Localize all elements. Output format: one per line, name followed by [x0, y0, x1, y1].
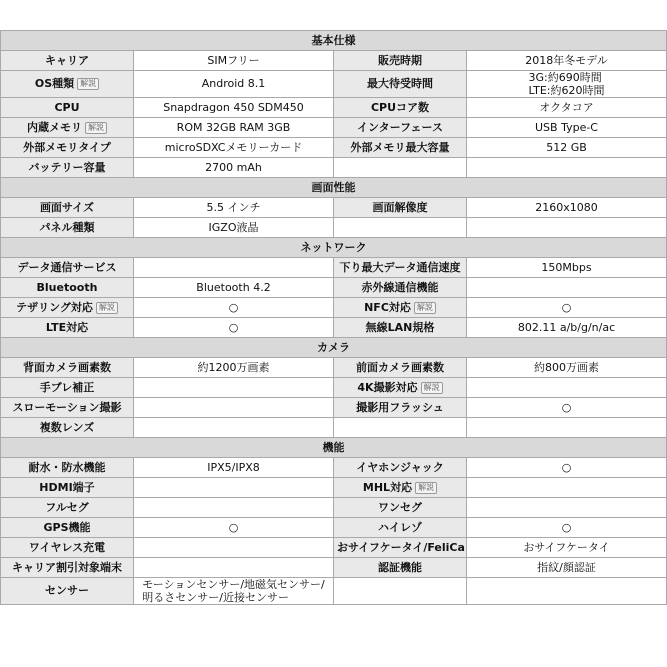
label-front-camera: 前面カメラ画素数 [334, 358, 467, 378]
value-front-camera: 約800万画素 [467, 358, 667, 378]
value-ext-memory-max: 512 GB [467, 138, 667, 158]
value-earphone-jack: ○ [467, 458, 667, 478]
label-rear-camera: 背面カメラ画素数 [1, 358, 134, 378]
label-standby: 最大待受時間 [334, 71, 467, 98]
table-row [1, 138, 667, 158]
empty-cell [334, 578, 467, 605]
label-fullseg: フルセグ [1, 498, 134, 518]
table-row [1, 538, 667, 558]
label-carrier-discount: キャリア割引対象端末 [1, 558, 134, 578]
table-row [1, 158, 667, 178]
label-screen-size: 画面サイズ [1, 198, 134, 218]
table-row [1, 71, 667, 98]
value-standby [467, 71, 667, 98]
value-gps: ○ [134, 518, 334, 538]
table-row [1, 198, 667, 218]
section-row [1, 238, 667, 258]
value-waterproof: IPX5/IPX8 [134, 458, 334, 478]
section-row [1, 438, 667, 458]
value-standby-3g: 3G:約690時間 [528, 71, 602, 84]
table-row [1, 258, 667, 278]
label-authentication: 認証機能 [334, 558, 467, 578]
section-title-network: ネットワーク [1, 238, 667, 258]
value-carrier-discount [134, 558, 334, 578]
value-nfc: ○ [467, 298, 667, 318]
label-tethering-text: テザリング対応 [16, 300, 93, 314]
value-stabilization [134, 378, 334, 398]
explain-badge-mhl[interactable]: 解説 [415, 482, 437, 494]
section-title-features: 機能 [1, 438, 667, 458]
value-sensor-line2: 明るさセンサー/近接センサー [142, 591, 289, 604]
table-row [1, 358, 667, 378]
value-release: 2018年冬モデル [467, 51, 667, 71]
table-row [1, 278, 667, 298]
empty-cell [467, 578, 667, 605]
spec-table-wrapper [0, 30, 666, 605]
table-row [1, 98, 667, 118]
label-multi-lens: 複数レンズ [1, 418, 134, 438]
value-wireless-charging [134, 538, 334, 558]
table-row [1, 498, 667, 518]
label-mhl [334, 478, 467, 498]
label-interface: インターフェース [334, 118, 467, 138]
section-row [1, 178, 667, 198]
label-memory-text: 内蔵メモリ [27, 120, 82, 134]
table-row [1, 118, 667, 138]
label-slow-motion: スローモーション撮影 [1, 398, 134, 418]
empty-cell [467, 218, 667, 238]
table-row [1, 378, 667, 398]
label-memory [1, 118, 134, 138]
value-infrared [467, 278, 667, 298]
table-row [1, 318, 667, 338]
value-standby-lte: LTE:約620時間 [528, 84, 605, 97]
label-panel: パネル種類 [1, 218, 134, 238]
label-cpu-cores: CPUコア数 [334, 98, 467, 118]
label-bluetooth: Bluetooth [1, 278, 134, 298]
table-row [1, 478, 667, 498]
label-cpu: CPU [1, 98, 134, 118]
value-ext-memory: microSDXCメモリーカード [134, 138, 334, 158]
value-oneseg [467, 498, 667, 518]
explain-badge-4k[interactable]: 解説 [421, 382, 443, 394]
label-os-text: OS種類 [34, 77, 75, 90]
label-hdmi: HDMI端子 [1, 478, 134, 498]
spec-table [0, 30, 667, 605]
explain-badge-os[interactable]: 解説 [77, 78, 99, 90]
label-stabilization: 手ブレ補正 [1, 378, 134, 398]
value-download-speed: 150Mbps [467, 258, 667, 278]
label-battery: バッテリー容量 [1, 158, 134, 178]
label-wlan: 無線LAN規格 [334, 318, 467, 338]
table-row [1, 558, 667, 578]
label-waterproof: 耐水・防水機能 [1, 458, 134, 478]
explain-badge-tethering[interactable]: 解説 [96, 302, 118, 314]
label-lte: LTE対応 [1, 318, 134, 338]
value-slow-motion [134, 398, 334, 418]
value-4k [467, 378, 667, 398]
table-row [1, 518, 667, 538]
label-mhl-text: MHL対応 [362, 480, 413, 494]
table-row [1, 398, 667, 418]
value-hdmi [134, 478, 334, 498]
value-sensor-line1: モーションセンサー/地磁気センサー/ [142, 578, 325, 591]
label-tethering [1, 298, 134, 318]
value-battery: 2700 mAh [134, 158, 334, 178]
label-oneseg: ワンセグ [334, 498, 467, 518]
empty-cell [334, 418, 467, 438]
empty-cell [467, 158, 667, 178]
label-ext-memory-max: 外部メモリ最大容量 [334, 138, 467, 158]
value-multi-lens [134, 418, 334, 438]
value-sensor [134, 578, 334, 605]
label-release: 販売時期 [334, 51, 467, 71]
value-rear-camera: 約1200万画素 [134, 358, 334, 378]
section-title-basic: 基本仕様 [1, 31, 667, 51]
label-4k [334, 378, 467, 398]
label-felica: おサイフケータイ/FeliCa [334, 538, 467, 558]
label-carrier: キャリア [1, 51, 134, 71]
value-screen-size: 5.5 インチ [134, 198, 334, 218]
table-row [1, 298, 667, 318]
section-title-camera: カメラ [1, 338, 667, 358]
value-hires: ○ [467, 518, 667, 538]
table-row [1, 418, 667, 438]
label-data-service: データ通信サービス [1, 258, 134, 278]
empty-cell [334, 158, 467, 178]
value-bluetooth: Bluetooth 4.2 [134, 278, 334, 298]
label-earphone-jack: イヤホンジャック [334, 458, 467, 478]
value-lte: ○ [134, 318, 334, 338]
label-nfc-text: NFC対応 [364, 300, 411, 314]
value-wlan: 802.11 a/b/g/n/ac [467, 318, 667, 338]
explain-badge-memory[interactable]: 解説 [85, 122, 107, 134]
label-hires: ハイレゾ [334, 518, 467, 538]
explain-badge-nfc[interactable]: 解説 [414, 302, 436, 314]
table-row [1, 578, 667, 605]
section-title-display: 画面性能 [1, 178, 667, 198]
empty-cell [334, 218, 467, 238]
value-interface: USB Type-C [467, 118, 667, 138]
table-row [1, 51, 667, 71]
label-sensor: センサー [1, 578, 134, 605]
value-mhl [467, 478, 667, 498]
section-row [1, 31, 667, 51]
value-flash: ○ [467, 398, 667, 418]
value-carrier: SIMフリー [134, 51, 334, 71]
label-4k-text: 4K撮影対応 [357, 380, 418, 394]
label-resolution: 画面解像度 [334, 198, 467, 218]
empty-cell [467, 418, 667, 438]
value-resolution: 2160x1080 [467, 198, 667, 218]
value-panel: IGZO液晶 [134, 218, 334, 238]
label-infrared: 赤外線通信機能 [334, 278, 467, 298]
table-row [1, 218, 667, 238]
label-nfc [334, 298, 467, 318]
table-row [1, 458, 667, 478]
value-os: Android 8.1 [134, 71, 334, 98]
label-flash: 撮影用フラッシュ [334, 398, 467, 418]
value-cpu-cores: オクタコア [467, 98, 667, 118]
value-fullseg [134, 498, 334, 518]
value-memory: ROM 32GB RAM 3GB [134, 118, 334, 138]
label-os [1, 71, 134, 98]
value-cpu: Snapdragon 450 SDM450 [134, 98, 334, 118]
label-ext-memory: 外部メモリタイプ [1, 138, 134, 158]
value-authentication: 指紋/顔認証 [467, 558, 667, 578]
value-data-service [134, 258, 334, 278]
value-tethering: ○ [134, 298, 334, 318]
label-wireless-charging: ワイヤレス充電 [1, 538, 134, 558]
value-felica: おサイフケータイ [467, 538, 667, 558]
label-gps: GPS機能 [1, 518, 134, 538]
label-download-speed: 下り最大データ通信速度 [334, 258, 467, 278]
section-row [1, 338, 667, 358]
